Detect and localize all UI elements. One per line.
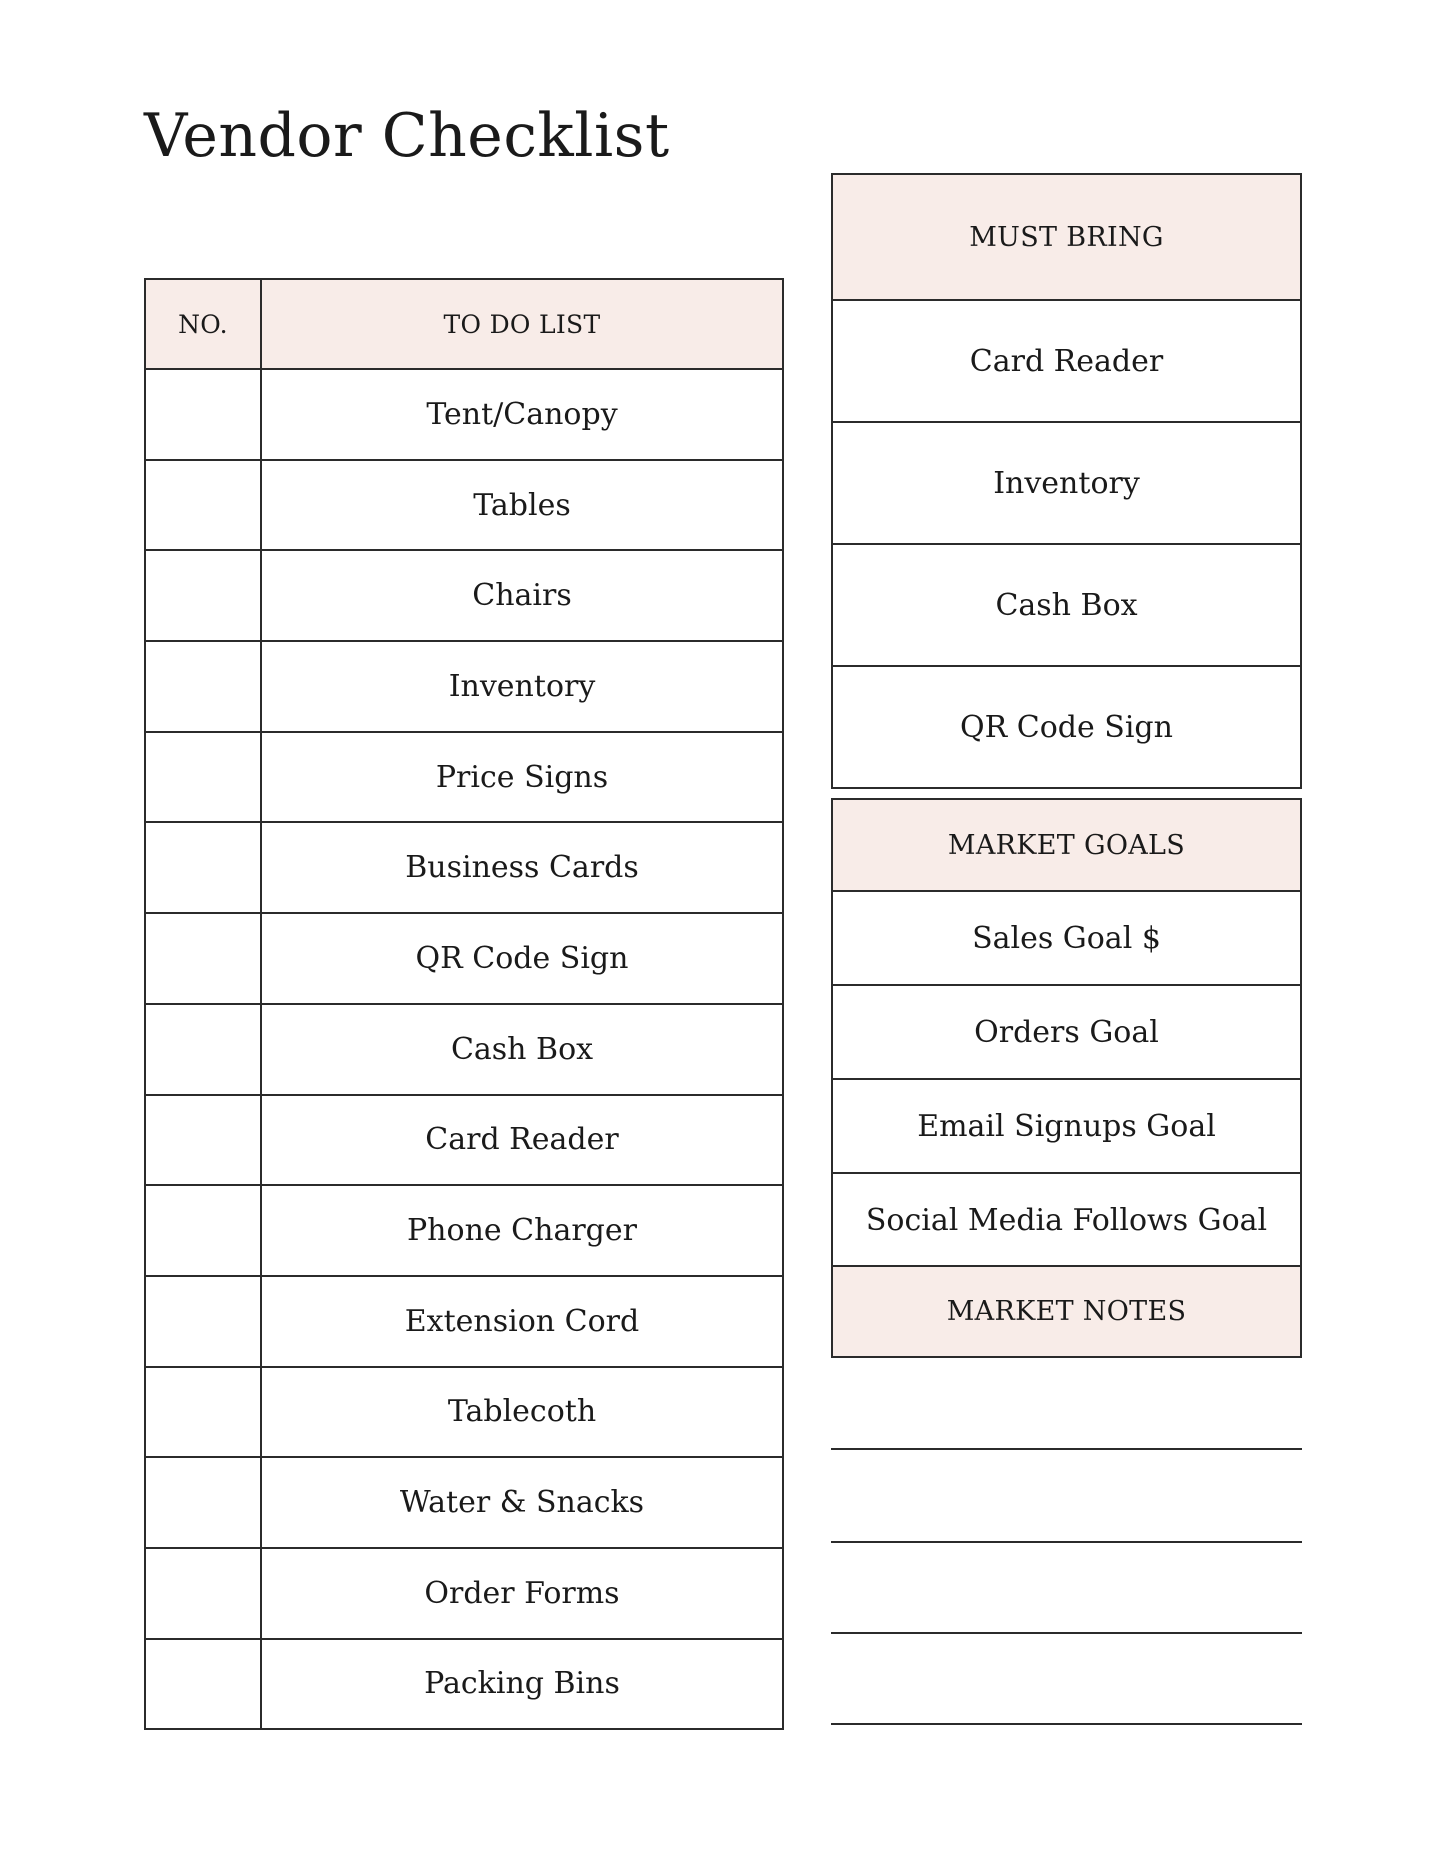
must-bring-item: Card Reader <box>833 299 1300 421</box>
market-goal-item: Sales Goal $ <box>833 890 1300 984</box>
todo-row <box>145 1185 783 1276</box>
market-goals-header: MARKET GOALS <box>833 800 1300 890</box>
todo-row <box>145 1095 783 1186</box>
todo-item: Extension Cord <box>261 1276 783 1367</box>
todo-item: Cash Box <box>261 1004 783 1095</box>
market-goal-item: Social Media Follows Goal <box>833 1172 1300 1266</box>
todo-no-cell[interactable] <box>145 1004 261 1095</box>
todo-row <box>145 1367 783 1458</box>
no-column-header: NO. <box>145 279 261 369</box>
todo-row <box>145 1276 783 1367</box>
page-title: Vendor Checklist <box>144 101 670 171</box>
todo-no-cell[interactable] <box>145 913 261 1004</box>
todo-item: Inventory <box>261 641 783 732</box>
todo-no-cell[interactable] <box>145 1185 261 1276</box>
todo-row <box>145 1548 783 1639</box>
todo-no-cell[interactable] <box>145 1548 261 1639</box>
todo-no-cell[interactable] <box>145 1095 261 1186</box>
todo-item: Packing Bins <box>261 1639 783 1730</box>
market-goals-box <box>831 798 1302 1268</box>
todo-item: Card Reader <box>261 1095 783 1186</box>
todo-row <box>145 732 783 823</box>
todo-no-cell[interactable] <box>145 732 261 823</box>
must-bring-item: Cash Box <box>833 543 1300 665</box>
todo-no-cell[interactable] <box>145 1639 261 1730</box>
market-notes-header: MARKET NOTES <box>833 1267 1300 1356</box>
todo-column-header: TO DO LIST <box>261 279 783 369</box>
todo-row <box>145 822 783 913</box>
todo-no-cell[interactable] <box>145 822 261 913</box>
must-bring-item: Inventory <box>833 421 1300 543</box>
todo-no-cell[interactable] <box>145 460 261 551</box>
todo-item: Chairs <box>261 550 783 641</box>
todo-item: Business Cards <box>261 822 783 913</box>
todo-row <box>145 1639 783 1730</box>
todo-no-cell[interactable] <box>145 641 261 732</box>
must-bring-item: QR Code Sign <box>833 665 1300 787</box>
todo-row <box>145 1004 783 1095</box>
market-goal-item: Email Signups Goal <box>833 1078 1300 1172</box>
note-line[interactable] <box>831 1448 1302 1450</box>
todo-no-cell[interactable] <box>145 369 261 460</box>
todo-item: Tent/Canopy <box>261 369 783 460</box>
todo-no-cell[interactable] <box>145 1367 261 1458</box>
todo-no-cell[interactable] <box>145 1276 261 1367</box>
todo-item: Water & Snacks <box>261 1457 783 1548</box>
todo-row <box>145 1457 783 1548</box>
todo-item: Tables <box>261 460 783 551</box>
todo-item: Tablecoth <box>261 1367 783 1458</box>
todo-table <box>144 278 784 1730</box>
todo-row <box>145 913 783 1004</box>
note-line[interactable] <box>831 1723 1302 1725</box>
todo-no-cell[interactable] <box>145 550 261 641</box>
todo-row <box>145 369 783 460</box>
todo-item: Order Forms <box>261 1548 783 1639</box>
todo-item: Price Signs <box>261 732 783 823</box>
todo-row <box>145 550 783 641</box>
todo-item: QR Code Sign <box>261 913 783 1004</box>
must-bring-header: MUST BRING <box>833 175 1300 299</box>
todo-item: Phone Charger <box>261 1185 783 1276</box>
todo-no-cell[interactable] <box>145 1457 261 1548</box>
market-notes-box <box>831 1265 1302 1358</box>
must-bring-box <box>831 173 1302 789</box>
todo-table-header-row <box>145 279 783 369</box>
todo-row <box>145 641 783 732</box>
todo-row <box>145 460 783 551</box>
note-line[interactable] <box>831 1632 1302 1634</box>
market-goal-item: Orders Goal <box>833 984 1300 1078</box>
note-line[interactable] <box>831 1541 1302 1543</box>
